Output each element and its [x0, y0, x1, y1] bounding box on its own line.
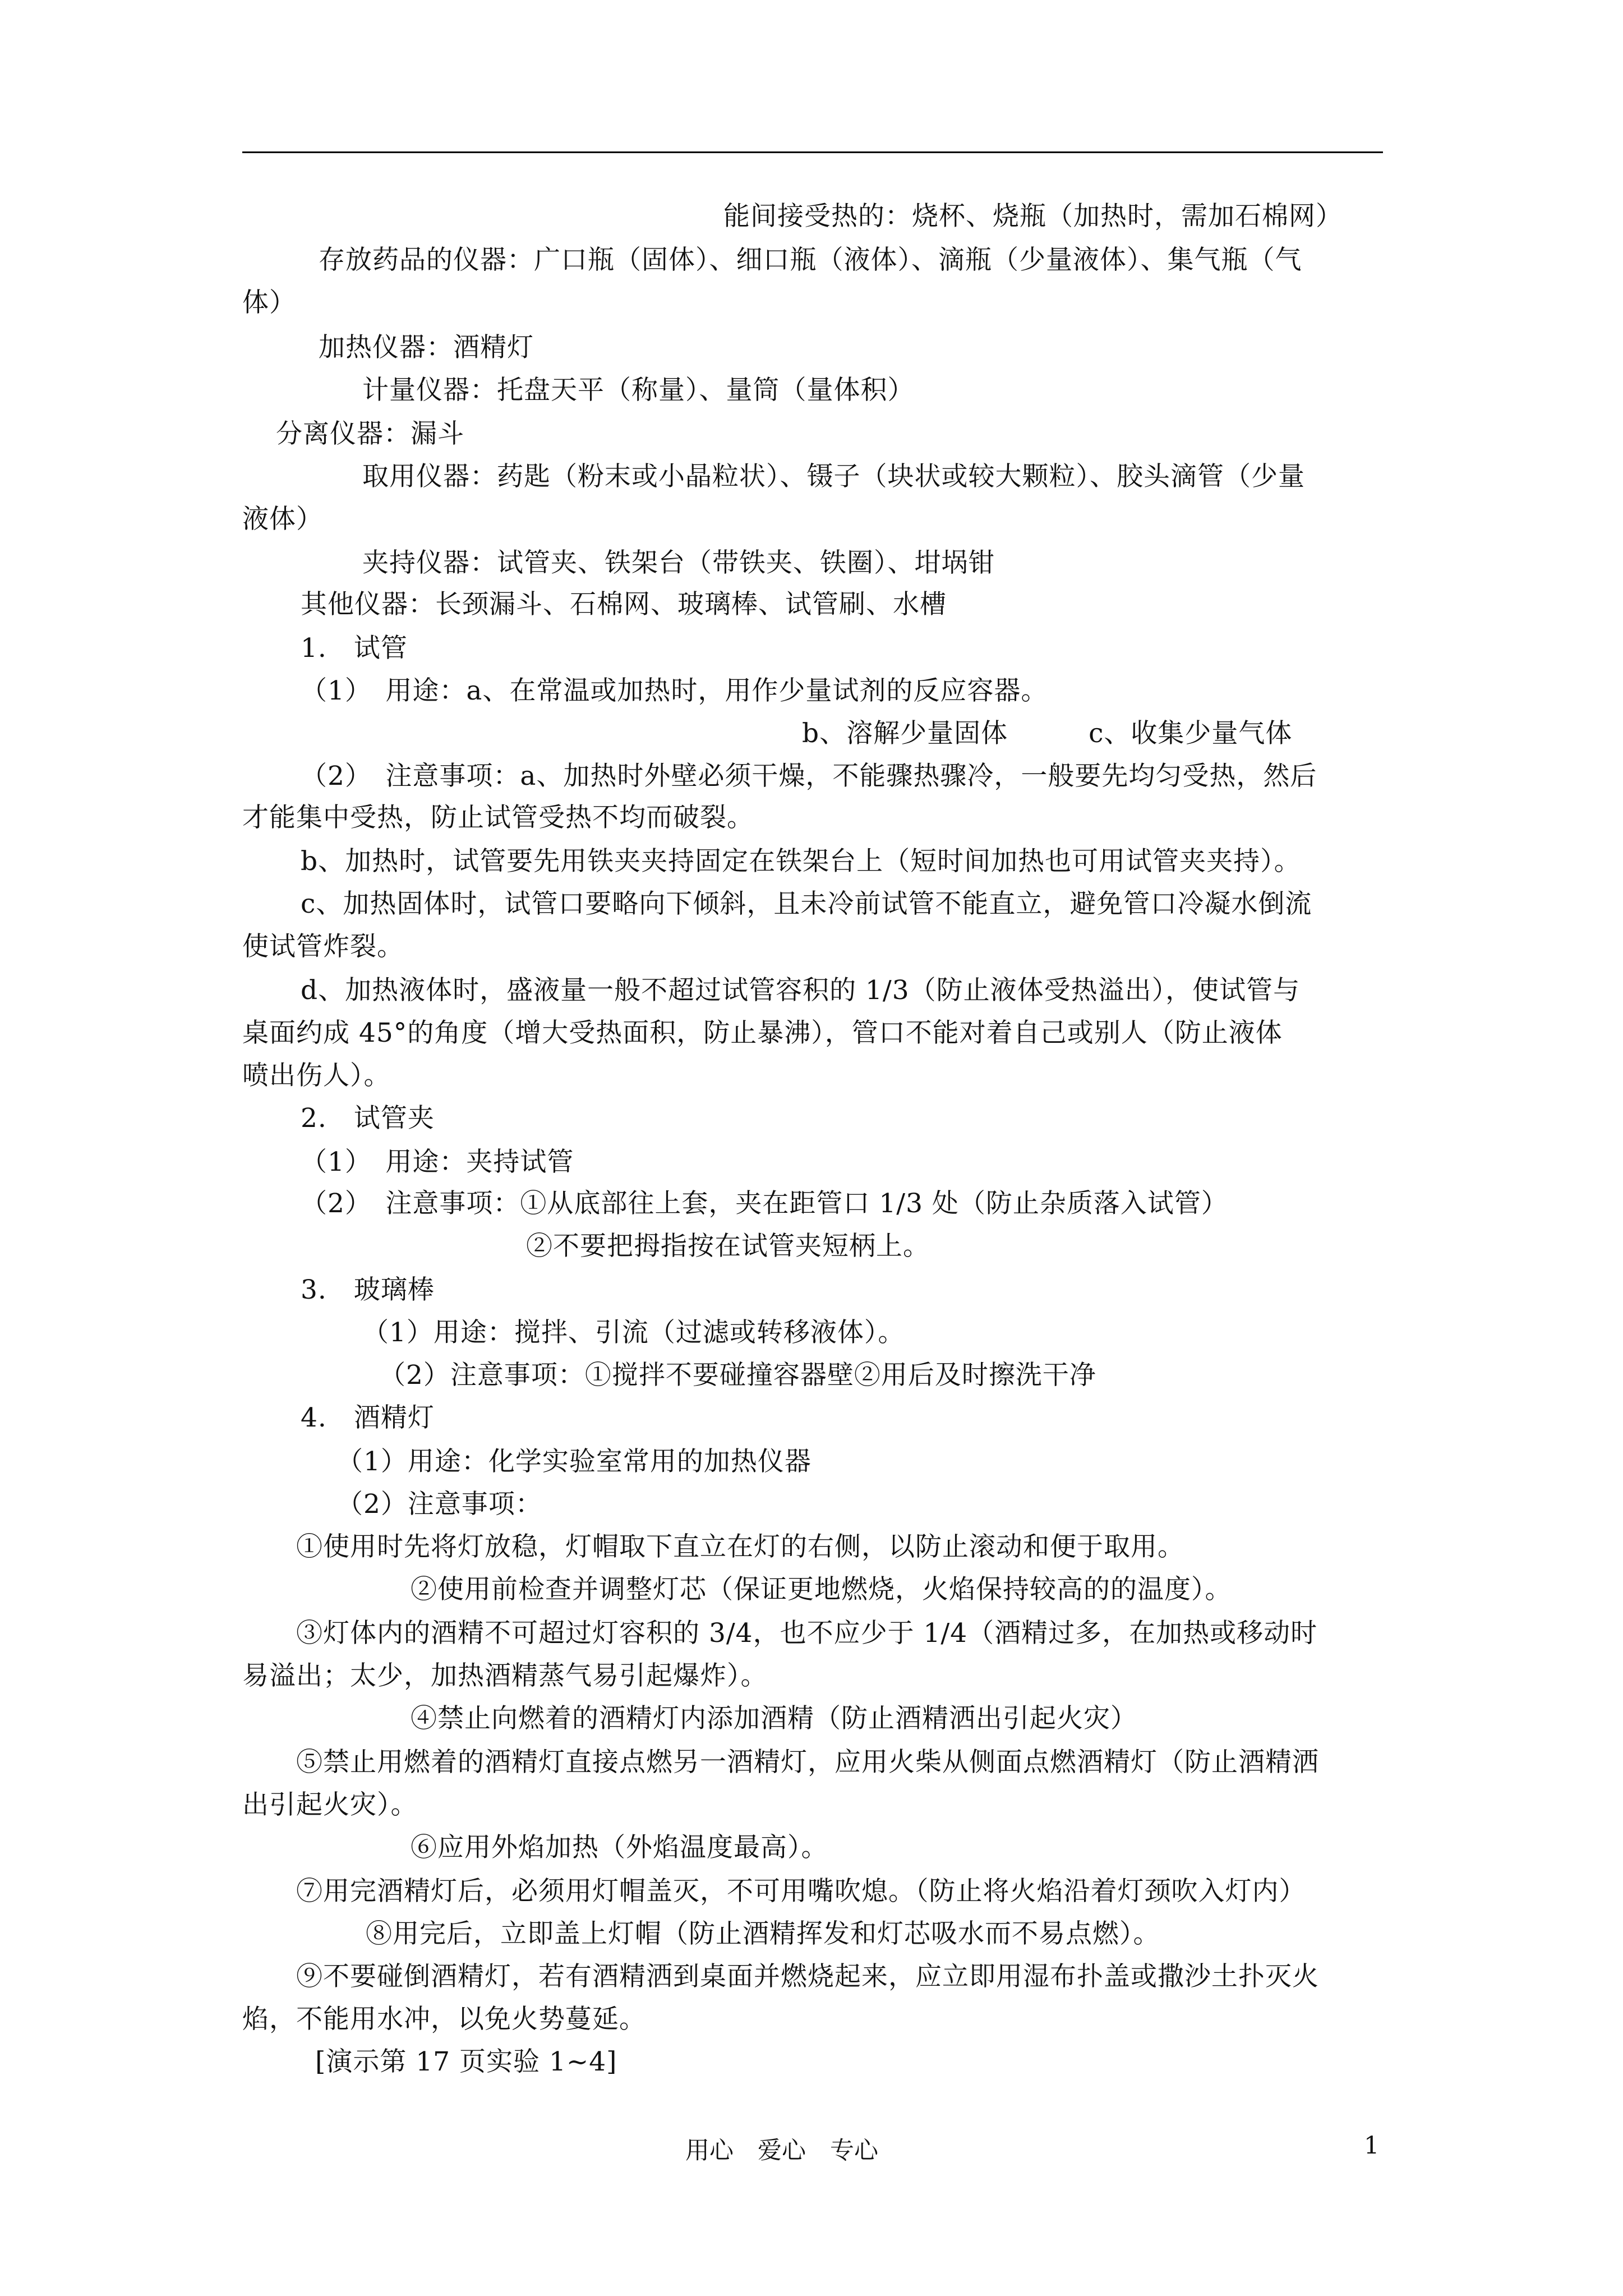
section-heading: 2. 试管夹	[301, 1103, 435, 1134]
section-heading: 1. 试管	[301, 633, 408, 664]
text-line: 易溢出；太少，加热酒精蒸气易引起爆炸）。	[242, 1660, 768, 1691]
text-line: 存放药品的仪器：广口瓶（固体）、细口瓶（液体）、滴瓶（少量液体）、集气瓶（气	[319, 245, 1302, 275]
text-line: 使试管炸裂。	[242, 931, 404, 962]
text-line: b、溶解少量固体 c、收集少量气体	[802, 718, 1293, 749]
text-line: （2） 注意事项：a、加热时外壁必须干燥，不能骤热骤冷，一般要先均匀受热，然后	[301, 761, 1317, 792]
page-number: 1	[1364, 2132, 1380, 2160]
text-line: （1）用途：化学实验室常用的加热仪器	[336, 1446, 811, 1477]
section-heading: 4. 酒精灯	[301, 1402, 435, 1433]
text-line: 取用仪器：药匙（粉末或小晶粒状）、镊子（块状或较大颗粒）、胶头滴管（少量	[362, 461, 1305, 492]
text-line: ⑦用完酒精灯后，必须用灯帽盖灭，不可用嘴吹熄。（防止将火焰沿着灯颈吹入灯内）	[296, 1876, 1306, 1907]
text-line: 加热仪器：酒精灯	[319, 332, 534, 363]
text-line: 才能集中受热，防止试管受热不均而破裂。	[242, 802, 754, 833]
text-line: 计量仪器：托盘天平（称量）、量筒（量体积）	[362, 375, 915, 406]
text-line: ⑤禁止用燃着的酒精灯直接点燃另一酒精灯，应用火柴从侧面点燃酒精灯（防止酒精洒	[296, 1747, 1319, 1778]
text-line: d、加热液体时，盛液量一般不超过试管容积的 1/3（防止液体受热溢出），使试管与	[301, 975, 1301, 1006]
text-line: 出引起火灾）。	[242, 1789, 418, 1820]
text-line: 焰，不能用水冲，以免火势蔓延。	[242, 2004, 646, 2035]
footer-motto: 用心 爱心 专心	[685, 2137, 878, 2165]
text-line: 夹持仪器：试管夹、铁架台（带铁夹、铁圈）、坩埚钳	[362, 547, 995, 578]
text-line: （2）注意事项：	[336, 1489, 542, 1520]
text-line: ①使用时先将灯放稳，灯帽取下直立在灯的右侧，以防止滚动和便于取用。	[296, 1531, 1184, 1562]
text-line: 其他仪器：长颈漏斗、石棉网、玻璃棒、试管刷、水槽	[301, 589, 947, 620]
text-line: ④禁止向燃着的酒精灯内添加酒精（防止酒精洒出引起火灾）	[411, 1703, 1137, 1734]
text-line: 体）	[242, 287, 296, 318]
text-line: ②不要把拇指按在试管夹短柄上。	[526, 1231, 930, 1262]
header-rule	[242, 151, 1383, 153]
text-line: [演示第 17 页实验 1~4]	[315, 2046, 617, 2077]
text-line: （2）注意事项：①搅拌不要碰撞容器壁②用后及时擦洗干净	[379, 1360, 1096, 1391]
text-line: ②使用前检查并调整灯芯（保证更地燃烧，火焰保持较高的的温度）。	[411, 1574, 1232, 1605]
text-line: ③灯体内的酒精不可超过灯容积的 3/4，也不应少于 1/4（酒精过多，在加热或移动时	[296, 1618, 1318, 1649]
text-line: b、加热时，试管要先用铁夹夹持固定在铁架台上（短时间加热也可用试管夹夹持）。	[301, 846, 1301, 877]
text-line: ⑥应用外焰加热（外焰温度最高）。	[411, 1832, 828, 1863]
text-line: ⑧用完后，立即盖上灯帽（防止酒精挥发和灯芯吸水而不易点燃）。	[366, 1918, 1160, 1949]
text-line: 分离仪器：漏斗	[276, 418, 464, 449]
text-line: （2） 注意事项：①从底部往上套，夹在距管口 1/3 处（防止杂质落入试管）	[301, 1188, 1228, 1219]
text-line: c、加热固体时，试管口要略向下倾斜，且未冷前试管不能直立，避免管口冷凝水倒流	[301, 889, 1312, 919]
text-line: （1） 用途：夹持试管	[301, 1147, 574, 1177]
text-line: ⑨不要碰倒酒精灯，若有酒精洒到桌面并燃烧起来，应立即用湿布扑盖或撒沙土扑灭火	[296, 1961, 1319, 1992]
text-line: 液体）	[242, 504, 323, 535]
text-line: （1）用途：搅拌、引流（过滤或转移液体）。	[362, 1317, 905, 1348]
text-line: 能间接受热的：烧杯、烧瓶（加热时，需加石棉网）	[723, 201, 1343, 232]
section-heading: 3. 玻璃棒	[301, 1274, 435, 1305]
text-line: 喷出伤人）。	[242, 1060, 391, 1091]
text-line: 桌面约成 45°的角度（增大受热面积，防止暴沸），管口不能对着自己或别人（防止液体	[242, 1018, 1283, 1048]
text-line: （1） 用途：a、在常温或加热时，用作少量试剂的反应容器。	[301, 675, 1048, 706]
